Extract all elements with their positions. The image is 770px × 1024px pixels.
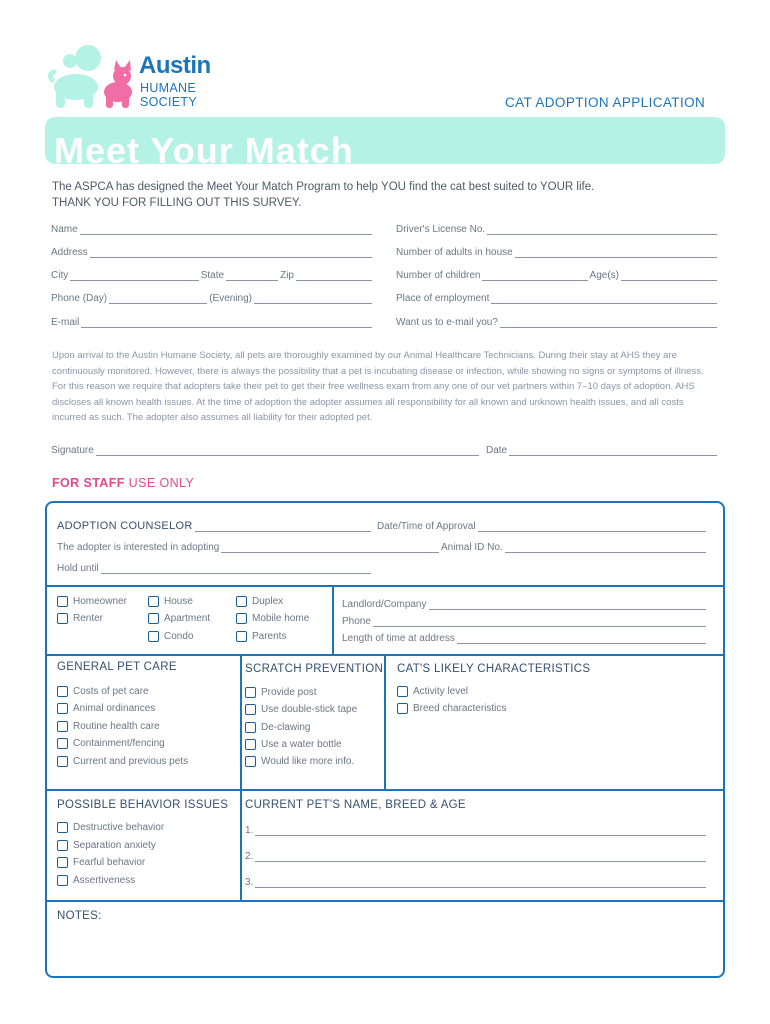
behavior-item-label: Assertiveness [73,875,136,886]
mobile-home-checkbox[interactable] [236,613,309,624]
city-state-zip-field[interactable] [51,267,374,281]
scratch-item-label: Provide post [261,687,317,698]
gpc-item[interactable] [57,721,160,732]
apartment-checkbox[interactable] [148,613,210,624]
adults-line[interactable] [515,248,717,258]
phone-evening-line[interactable] [254,294,372,304]
interested-line[interactable] [221,543,439,553]
drivers-license-label: Driver's License No. [396,224,486,235]
checkbox[interactable] [57,738,68,749]
current-pet-line-2[interactable] [245,848,708,862]
logo-austin: Austin [139,52,211,79]
address-field[interactable] [51,244,374,258]
hold-until-label: Hold until [57,563,99,574]
date-field[interactable] [486,442,719,456]
current-pet-input[interactable] [255,852,706,862]
current-pets-heading: CURRENT PET'S NAME, BREED & AGE [245,799,466,811]
divider-4 [47,900,723,902]
counselor-field[interactable] [57,518,373,532]
current-pet-number: 1. [245,825,254,836]
scratch-item-label: Use a water bottle [261,739,342,750]
staff-title-rest: USE ONLY [124,476,195,490]
children-label: Number of children [396,270,481,281]
city-line[interactable] [70,271,199,281]
behavior-item-label: Separation anxiety [73,840,156,851]
adults-label: Number of adults in house [396,247,513,258]
parents-label: Parents [252,631,287,642]
checkbox[interactable] [57,686,68,697]
children-line[interactable] [482,271,587,281]
behavior-item-label: Fearful behavior [73,857,146,868]
approval-label: Date/Time of Approval [377,521,476,532]
scratch-item[interactable] [245,722,310,733]
length-at-address-field[interactable] [342,630,708,644]
renter-checkbox[interactable] [57,613,103,624]
gpc-item[interactable] [57,686,149,697]
characteristics-heading: CAT'S LIKELY CHARACTERISTICS [397,663,591,675]
gpc-item-label: Costs of pet care [73,686,149,697]
gpc-item-label: Animal ordinances [73,703,156,714]
employment-line[interactable] [491,294,717,304]
current-pet-line-3[interactable] [245,874,708,888]
email-line[interactable] [81,318,372,328]
checkbox[interactable] [245,704,256,715]
checkbox[interactable] [57,703,68,714]
current-pet-line-1[interactable] [245,822,708,836]
behavior-item[interactable] [57,875,135,886]
phone-day-label: Phone (Day) [51,293,108,304]
checkbox[interactable] [245,722,256,733]
signature-line[interactable] [96,446,479,456]
current-pet-number: 3. [245,877,254,888]
condo-label: Condo [164,631,194,642]
gpc-item-label: Routine health care [73,721,160,732]
city-label: City [51,270,69,281]
email-field[interactable] [51,314,374,328]
renter-label: Renter [73,613,104,624]
scratch-item[interactable] [245,739,342,750]
name-label: Name [51,224,78,235]
address-line[interactable] [90,248,372,258]
scratch-item-label: Use double-stick tape [261,704,358,715]
gpc-item[interactable] [57,738,165,749]
date-line[interactable] [509,446,717,456]
behavior-item[interactable] [57,857,145,868]
scratch-item[interactable] [245,687,317,698]
pets-logo-icon [48,44,138,110]
email-opt-label: Want us to e-mail you? [396,317,498,328]
signature-label: Signature [51,445,94,456]
characteristics-item[interactable] [397,703,506,714]
zip-label: Zip [280,270,294,281]
logo-society: SOCIETY [140,95,197,109]
banner-title: Meet Your Match [54,130,354,171]
children-field[interactable] [396,267,719,281]
checkbox[interactable] [57,721,68,732]
condo-checkbox[interactable] [148,631,193,642]
interested-field[interactable] [57,539,441,553]
scratch-prevention-heading: SCRATCH PREVENTION [245,663,384,675]
parents-checkbox[interactable] [236,631,286,642]
checkbox[interactable] [57,756,68,767]
phone-evening-label: (Evening) [209,293,252,304]
landlord-phone-label: Phone [342,616,371,627]
checkbox[interactable] [245,687,256,698]
date-label: Date [486,445,508,456]
disclaimer-text: Upon arrival to the Austin Humane Society, all pets are thoroughly examined by our Animal Healthcare Technicians. During their stay at AHS they are continuously monitored. However, there is always the possibility that a pet is incubating disease or infection, while showing no signs or symptoms of illness. For this reason we require that adopters take their pet to get their free wellness exam from any one of our vet partners within 7–10 days of adoption. AHS discloses all known health issues. At the time of adoption the adopter assumes all responsibility for all known and unknown health issues, and all costs incurred as such. The adopter also assumes all liability for their adopted pet. [52,350,704,423]
apartment-label: Apartment [164,613,211,624]
checkbox[interactable] [236,631,247,642]
animal-id-field[interactable] [441,539,708,553]
divider-3 [47,789,723,791]
interested-label: The adopter is interested in adopting [57,542,220,553]
checkbox[interactable] [236,613,247,624]
gpc-item-label: Current and previous pets [73,756,189,767]
employment-field[interactable] [396,290,719,304]
intro-line-2: THANK YOU FOR FILLING OUT THIS SURVEY. [52,197,302,209]
landlord-line[interactable] [429,600,707,610]
vdivider-housing [332,585,334,654]
general-pet-care-heading: GENERAL PET CARE [57,661,177,673]
house-checkbox[interactable] [148,596,193,607]
checkbox[interactable] [148,613,159,624]
email-opt-line[interactable] [500,318,717,328]
current-pet-input[interactable] [255,878,706,888]
duplex-label: Duplex [252,596,284,607]
checkbox[interactable] [57,875,68,886]
staff-use-title [52,476,194,490]
hold-until-field[interactable] [57,560,373,574]
vdivider-right [384,654,386,789]
counselor-line[interactable] [195,522,371,532]
checkbox[interactable] [148,631,159,642]
employment-label: Place of employment [396,293,490,304]
intro-line-1: The ASPCA has designed the Meet Your Match Program to help YOU find the cat best suited to YOUR life. [52,181,595,193]
landlord-phone-line[interactable] [373,617,706,627]
behavior-item-label: Destructive behavior [73,822,165,833]
staff-title-bold: FOR STAFF [52,476,125,490]
gpc-item[interactable] [57,756,188,767]
current-pet-input[interactable] [255,826,706,836]
checkbox[interactable] [57,596,68,607]
homeowner-checkbox[interactable] [57,596,127,607]
divider-1 [47,585,723,587]
length-at-address-line[interactable] [457,634,706,644]
landlord-field[interactable] [342,596,708,610]
counselor-label: ADOPTION COUNSELOR [57,520,193,532]
scratch-item[interactable] [245,704,357,715]
checkbox[interactable] [245,756,256,767]
checkbox[interactable] [245,739,256,750]
intro-text [52,179,722,211]
ages-line[interactable] [621,271,717,281]
name-line[interactable] [80,225,372,235]
checkbox[interactable] [397,703,408,714]
behavior-item[interactable] [57,840,156,851]
logo-humane: HUMANE [140,81,196,95]
checkbox[interactable] [236,596,247,607]
scratch-item-label: Would like more info. [261,756,355,767]
checkbox[interactable] [148,596,159,607]
length-at-address-label: Length of time at address [342,633,455,644]
characteristics-item-label: Breed characteristics [413,703,507,714]
mobile-home-label: Mobile home [252,613,310,624]
state-line[interactable] [226,271,278,281]
name-field[interactable] [51,221,374,235]
checkbox[interactable] [397,686,408,697]
phone-field[interactable] [51,290,374,304]
notes-label: NOTES: [57,910,102,922]
current-pet-number: 2. [245,851,254,862]
approval-line[interactable] [478,522,706,532]
drivers-license-field[interactable] [396,221,719,235]
gpc-item-label: Containment/fencing [73,738,165,749]
gpc-item[interactable] [57,703,155,714]
zip-line[interactable] [296,271,372,281]
email-opt-field[interactable] [396,314,719,328]
phone-day-line[interactable] [109,294,207,304]
email-label: E-mail [51,317,80,328]
checkbox[interactable] [57,613,68,624]
drivers-license-line[interactable] [487,225,717,235]
ages-label: Age(s) [589,270,619,281]
landlord-phone-field[interactable] [342,613,708,627]
document-title: CAT ADOPTION APPLICATION [505,95,706,110]
hold-until-line[interactable] [101,564,371,574]
animal-id-line[interactable] [505,543,706,553]
checkbox[interactable] [57,857,68,868]
approval-field[interactable] [377,518,708,532]
landlord-label: Landlord/Company [342,599,427,610]
scratch-item[interactable] [245,756,354,767]
address-label: Address [51,247,88,258]
state-label: State [200,270,225,281]
homeowner-label: Homeowner [73,596,127,607]
checkbox[interactable] [57,840,68,851]
signature-field[interactable] [51,442,481,456]
behavior-item[interactable] [57,822,164,833]
duplex-checkbox[interactable] [236,596,283,607]
logo [48,44,228,114]
scratch-item-label: De-clawing [261,722,311,733]
checkbox[interactable] [57,822,68,833]
adults-field[interactable] [396,244,719,258]
house-label: House [164,596,193,607]
animal-id-label: Animal ID No. [441,542,503,553]
vdivider-mid [240,654,242,900]
characteristics-item[interactable] [397,686,468,697]
behavior-issues-heading: POSSIBLE BEHAVIOR ISSUES [57,799,229,811]
characteristics-item-label: Activity level [413,686,469,697]
